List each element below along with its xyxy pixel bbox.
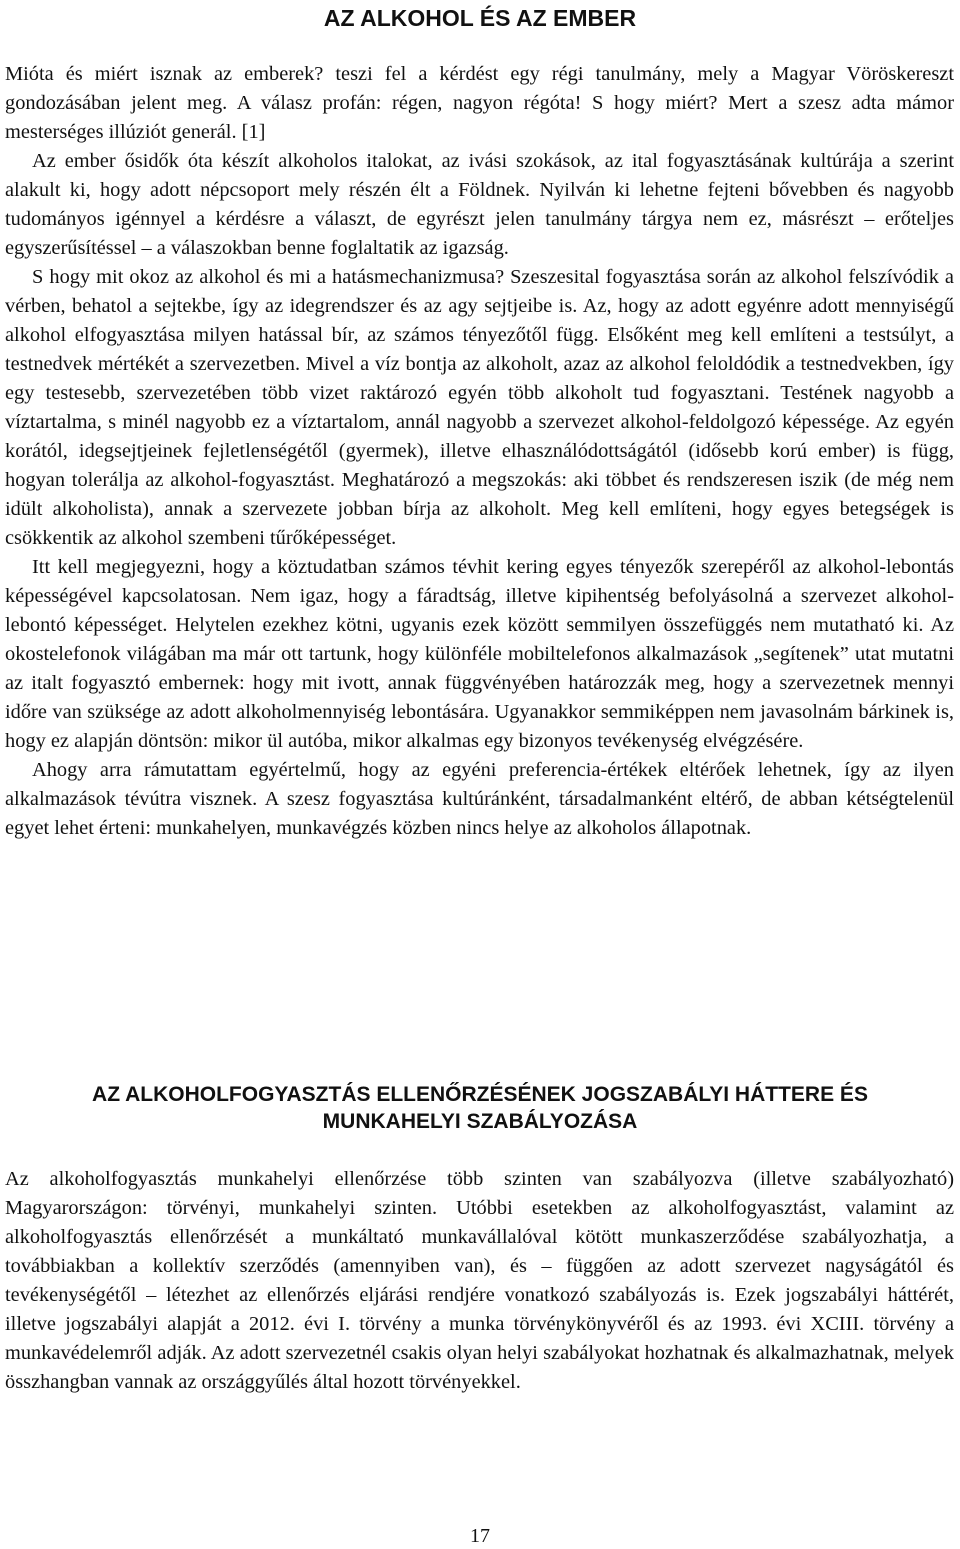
- section-heading-line1: AZ ALKOHOLFOGYASZTÁS ELLENŐRZÉSÉNEK JOGSZABÁLYI HÁTTERE ÉS: [92, 1083, 868, 1106]
- section-heading: [0, 1081, 960, 1135]
- section-legal: [5, 1165, 954, 1397]
- page-title: AZ ALKOHOL ÉS AZ EMBER: [323, 5, 637, 31]
- paragraph-history: Az ember ősidők óta készít alkoholos italokat, az ivási szokások, az ital fogyasztásának kultúrája a szerint alakult ki, hogy adott népcsoport mely részén élt a Földnek. Nyilván ki lehetne fejteni bővebben és nagyobb tudományos igénnyel a kérdésre a választ, de egyrészt jelen tanulmány tárgya nem ez, másrészt – erőteljes egyszerűsítéssel – a válaszokban benne foglaltatik az igazság.: [5, 150, 954, 259]
- section-heading-line2: MUNKAHELYI SZABÁLYOZÁSA: [322, 1110, 638, 1133]
- paragraph-mechanism: S hogy mit okoz az alkohol és mi a hatásmechanizmusa? Szeszesital fogyasztása során az alkohol felszívódik a vérben, behatol a sejtekbe, így az idegrendszer és az agy sejtjeibe is. Az, hogy az adott egyénre adott mennyiségű alkohol elfogyasztása milyen hatással bír, az számos tényezőtől függ. Elsőként meg kell említeni a testsúlyt, a testnedvek mértékét a szervezetben. Mivel a víz bontja az alkoholt, azaz az alkohol feloldódik a testnedvekben, így egy testesebb, szervezetében több vizet raktározó egyén több alkoholt tud fogyasztani. Testének nagyobb a víztartalma, s minél nagyobb ez a víztartalom, annál nagyobb a szervezet alkohol-feldolgozó képessége. Az egyén korától, idegsejtjeinek fejletlenségétől (gyermek), illetve elhasználódottságától (idősebb korú ember) is függ, hogyan tolerálja az alkohol-fogyasztást. Meghatározó a megszokás: aki többet és rendszeresen iszik (de még nem idült alkoholista), annak a szervezete jobban bírja az alkoholt. Meg kell említeni, hogy egyes betegségek is csökkentik az alkohol szembeni tűrőképességet.: [5, 266, 954, 549]
- section-intro: [5, 60, 954, 843]
- paragraph-myths: Itt kell megjegyezni, hogy a köztudatban számos tévhit kering egyes tényezők szerepéről az alkohol-lebontás képességével kapcsolatosan. Nem igaz, hogy a fáradtság, illetve kipihentség befolyásolná a szervezet alkohol-lebontó képességet. Helytelen ezekhez kötni, ugyanis ezek között semmilyen összefüggés nem mutatható ki. Az okostelefonok világában ma már ott tartunk, hogy különféle mobiltelefonos alkalmazások „segítenek” utat mutatni az italt fogyasztó embernek: hogy mit ivott, annak függvényében határozzák meg, hogy a szervezetnek mennyi időre van szüksége az adott alkoholmennyiség lebontására. Ugyanakkor semmiképpen nem javasolnám bárkinek is, hogy ez alapján döntsön: mikor ül autóba, mikor alkalmas egy bizonyos tevékenység elvégzésére.: [5, 556, 954, 752]
- paragraph-conclusion: Ahogy arra rámutattam egyértelmű, hogy az egyéni preferencia-értékek eltérőek lehetnek, így az ilyen alkalmazások tévútra visznek. A szesz fogyasztása kultúránként, társadalmanként eltérő, de abban kétségtelenül egyet lehet érteni: munkahelyen, munkavégzés közben nincs helye az alkoholos állapotnak.: [5, 759, 954, 839]
- paragraph-intro: Mióta és miért isznak az emberek? teszi fel a kérdést egy régi tanulmány, mely a Magyar Vöröskereszt gondozásában jelent meg. A válasz profán: régen, nagyon régóta! S hogy miért? Mert a szesz adta mámor mesterséges illúziót generál. [1]: [5, 63, 954, 143]
- page-number: 17: [470, 1525, 490, 1547]
- paragraph-legal: Az alkoholfogyasztás munkahelyi ellenőrzése több szinten van szabályozva (illetve szabályozható) Magyarországon: törvényi, munkahelyi szinten. Utóbbi esetekben az alkoholfogyasztást, valamint az alkoholfogyasztás ellenőrzését a munkáltató munkavállalóval kötött munkaszerződése szabályozhatja, a továbbiakban a kollektív szerződés (amennyiben van), és – függően az adott szervezet nagyságától és tevékenységétől – létezhet az ellenőrzés eljárási rendjére vonatkozó szabályozás is. Ezek jogszabályi háttérét, illetve jogszabályi alapját a 2012. évi I. törvény a munka törvénykönyvéről és az 1993. évi XCIII. törvény a munkavédelemről adják. Az adott szervezetnél csakis olyan helyi szabályokat hozhatnak és alkalmazhatnak, melyek összhangban vannak az országgyűlés által hozott törvényekkel.: [5, 1168, 954, 1393]
